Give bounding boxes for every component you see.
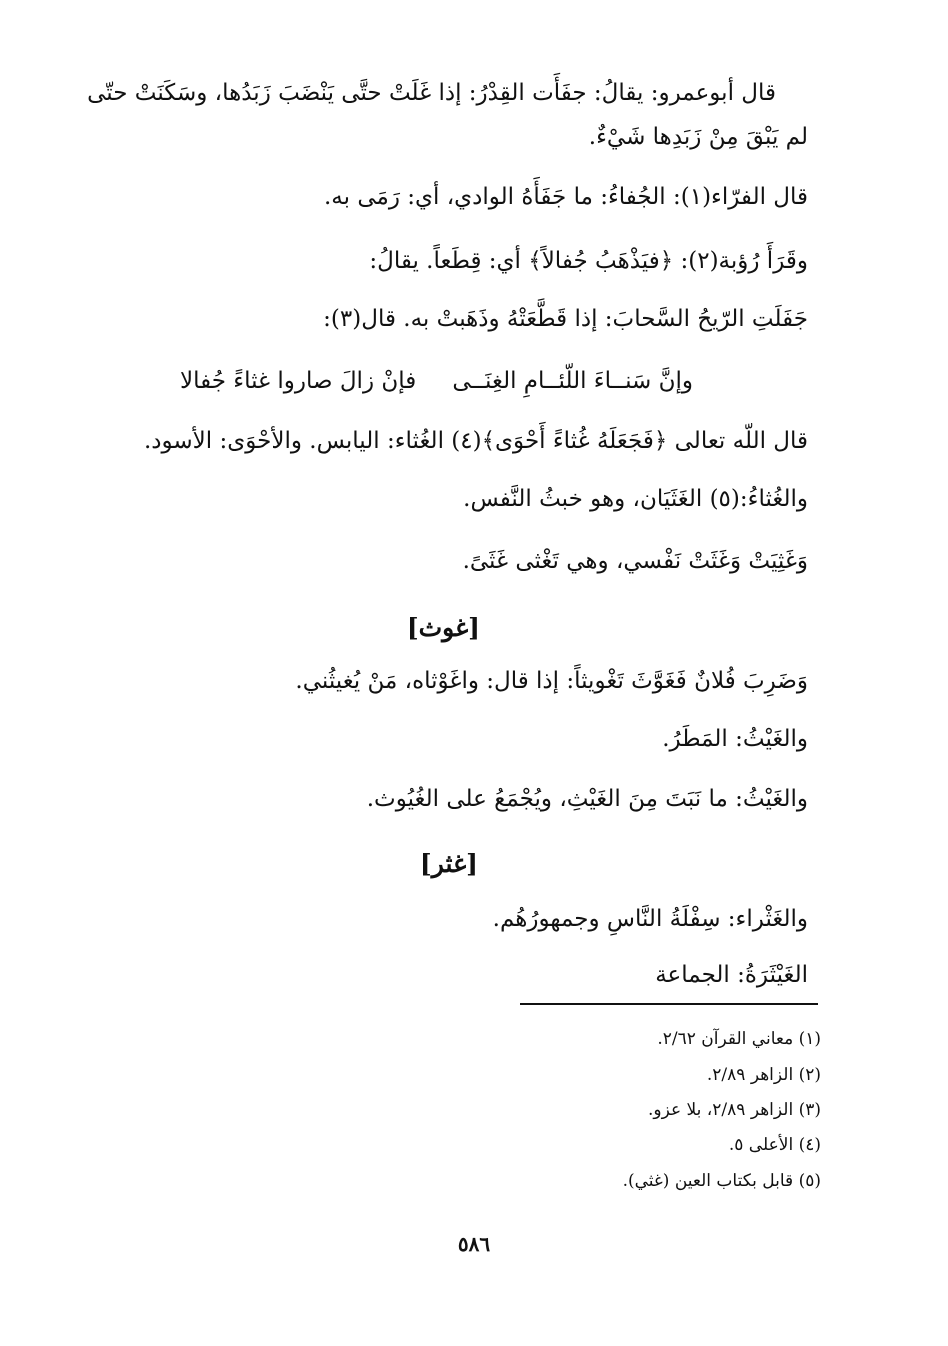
section-heading: [غوث] <box>406 613 480 642</box>
body-line: والغُثاءُ:(٥) الغَثَيَان، وهو خبثُ النَّفس. <box>463 486 808 512</box>
body-line: والغَيْثُ: المَطَرُ. <box>662 726 808 752</box>
body-line: والغَيْثُ: ما نَبَتَ مِنَ الغَيْثِ، ويُجْمَعُ على الغُيُوث. <box>366 786 808 812</box>
footnote: (٤) الأعلى ٥. <box>728 1135 821 1155</box>
body-line: قال أبوعمرو: يقالُ: جفَأَت القِدْرُ: إذا غَلَتْ حتَّى يَنْضَبَ زَبَدُها، وسَكَنَتْ حتّى <box>87 80 776 106</box>
footnote: (٥) قابل بكتاب العين (غثي). <box>622 1171 821 1191</box>
body-line: قال الفرّاء(١): الجُفاءُ: ما جَفَأَهُ الوادي، أي: رَمَى به. <box>323 184 808 210</box>
poetry-verse <box>180 364 693 398</box>
body-line: وقَرَأَ رُؤبة(٢): ﴿فيَذْهَبُ جُفالاً﴾ أي: قِطَعاً. يقالُ: <box>369 248 808 274</box>
page-number: ٥٨٦ <box>457 1232 491 1256</box>
footnote: (٣) الزاهر ٢/٨٩، بلا عزو. <box>647 1100 821 1120</box>
verse-second-hemistich: فإنْ زالَ صاروا غثاءً جُفالا <box>180 368 417 394</box>
body-line: الغَيْثَرَةُ: الجماعة <box>655 962 808 988</box>
body-line: وَغَثِيَتْ وَغَثَتْ نَفْسي، وهي تَغْثى غَثَىً. <box>462 548 808 574</box>
body-line: جَفَلَتِ الرّيحُ السَّحابَ: إذا قَطَّعَتْهُ وذَهَبتْ به. قال(٣): <box>323 306 808 332</box>
footnote-separator <box>520 1003 818 1005</box>
footnote: (١) معاني القرآن ٢/٦٢. <box>657 1029 821 1049</box>
section-heading: [غثر] <box>419 849 478 878</box>
body-line: والغَثْراء: سِفْلَةُ النَّاسِ وجمهورُهُم. <box>492 906 808 932</box>
footnote: (٢) الزاهر ٢/٨٩. <box>706 1065 821 1085</box>
body-line: لم يَبْقَ مِنْ زَبَدِها شَيْءٌ. <box>588 124 808 150</box>
body-line: قال اللّه تعالى ﴿فَجَعَلَهُ غُثاءً أَحْوَى﴾(٤) الغُثاء: اليابس. والأحْوَى: الأسود. <box>143 428 808 454</box>
body-line: وَضَرِبَ فُلانٌ فَغَوَّثَ تَغْويثاً: إذا قال: واغَوْثاه، مَنْ يُغيثُني. <box>295 668 808 694</box>
verse-first-hemistich: وإنَّ سَنــاءَ اللّئــامِ الغِنَــى <box>452 368 693 394</box>
